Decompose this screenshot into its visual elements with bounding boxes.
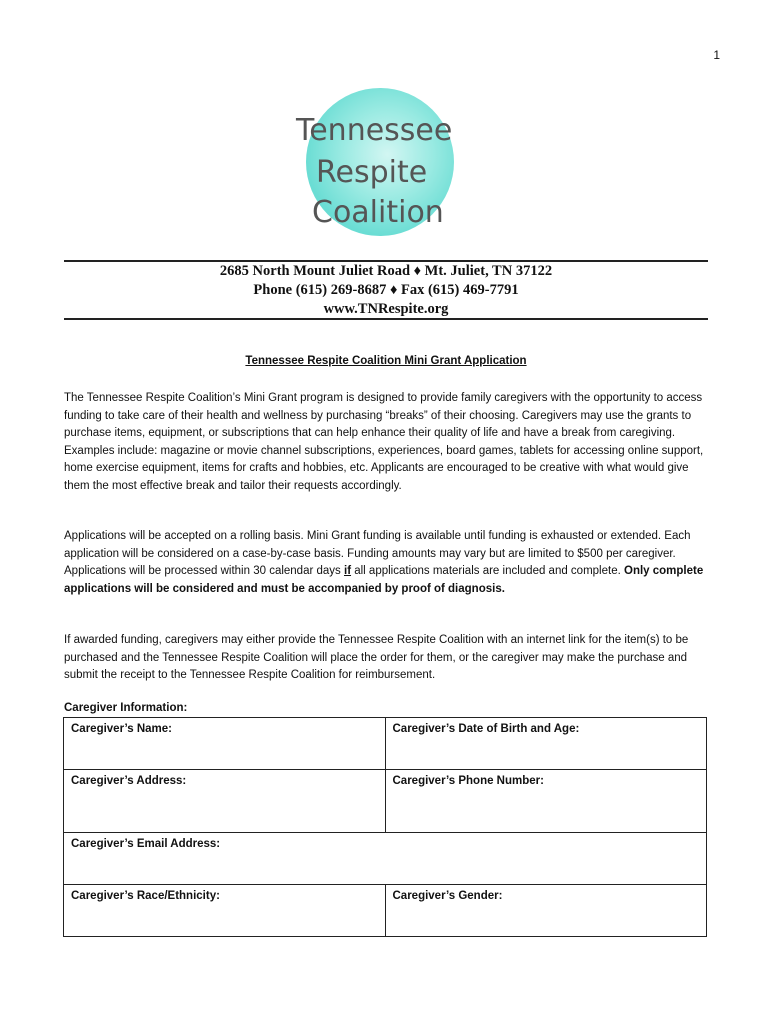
letterhead bbox=[64, 262, 708, 319]
intro-paragraph: The Tennessee Respite Coalition’s Mini Grant program is designed to provide family caregivers with the opportunity to access funding to take care of their health and wellness by purchasing “breaks” of their choosing. Caregivers may use the grants to purchase items, equipment, or subscriptions that can help enhance their quality of life and have a break from caregiving. Examples include: magazine or movie channel subscriptions, experiences, board games, tablets for accessing online support, home exercise equipment, items for crafts and hobbies, etc. Applicants are encouraged to be creative with what would give them the most effective break and tailor their requests accordingly. bbox=[64, 392, 704, 492]
table-row bbox=[64, 718, 707, 770]
letterhead-website: www.TNRespite.org bbox=[323, 301, 449, 317]
application-rules-paragraph bbox=[64, 528, 710, 598]
rules-bold-statement: Only complete applications will be considered and must be accompanied by proof of diagnosis. bbox=[64, 565, 704, 595]
caregiver-email-field[interactable]: Caregiver’s Email Address: bbox=[64, 833, 707, 885]
caregiver-phone-field[interactable]: Caregiver’s Phone Number: bbox=[385, 770, 707, 833]
table-row bbox=[64, 885, 707, 937]
caregiver-address-field[interactable]: Caregiver’s Address: bbox=[64, 770, 386, 833]
letterhead-bottom-rule bbox=[64, 318, 708, 320]
caregiver-race-field[interactable]: Caregiver’s Race/Ethnicity: bbox=[64, 885, 386, 937]
funding-paragraph: If awarded funding, caregivers may either provide the Tennessee Respite Coalition with an internet link for the item(s) to be purchased and the Tennessee Respite Coalition will place the order for them, or the caregiver may make the purchase and submit the receipt to the Tennessee Respite Coalition for reimbursement. bbox=[64, 634, 689, 682]
letterhead-phone: Phone (615) 269-8687 ♦ Fax (615) 469-7791 bbox=[253, 282, 519, 298]
document-title: Tennessee Respite Coalition Mini Grant Application bbox=[245, 355, 527, 367]
caregiver-name-field[interactable]: Caregiver’s Name: bbox=[64, 718, 386, 770]
tennessee-respite-coalition-logo bbox=[282, 86, 462, 246]
caregiver-dob-age-field[interactable]: Caregiver’s Date of Birth and Age: bbox=[385, 718, 707, 770]
table-row bbox=[64, 770, 707, 833]
rules-text-1: Applications will be accepted on a rolling basis. Mini Grant funding is available until funding is exhausted or extended. Each application will be considered on a case-by-case basis. Funding amounts may vary but are limited to $500 per caregiver. Applications will be processed within 30 calendar days bbox=[64, 530, 691, 578]
logo-text-coalition: Coalition bbox=[312, 195, 444, 230]
logo-graphic bbox=[282, 86, 462, 246]
letterhead-address: 2685 North Mount Juliet Road ♦ Mt. Juliet, TN 37122 bbox=[219, 263, 553, 279]
table-row bbox=[64, 833, 707, 885]
page-number: 1 bbox=[713, 48, 720, 62]
logo-text-tennessee: Tennessee bbox=[296, 113, 453, 148]
rules-emphasis-if: if bbox=[344, 565, 352, 578]
rules-text-2: all applications materials are included and complete. bbox=[351, 565, 624, 578]
caregiver-gender-field[interactable]: Caregiver’s Gender: bbox=[385, 885, 707, 937]
caregiver-information-label: Caregiver Information: bbox=[64, 702, 188, 714]
caregiver-information-table bbox=[63, 717, 707, 937]
logo-text-respite: Respite bbox=[316, 155, 428, 190]
